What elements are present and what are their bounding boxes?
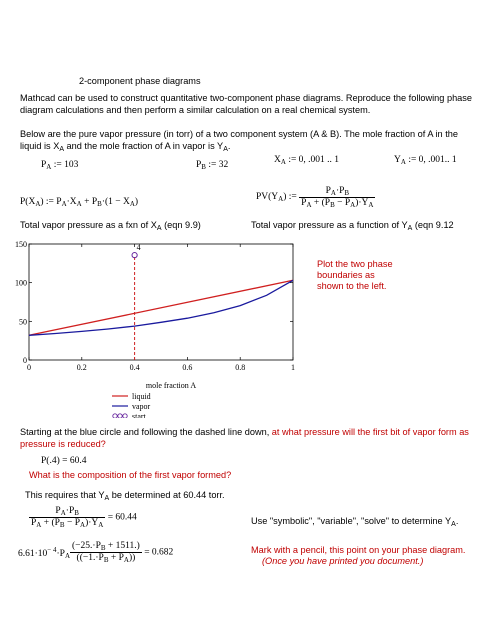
x-tick-label: 1 <box>291 363 295 372</box>
question-composition: What is the composition of the first vapor formed? <box>29 470 232 480</box>
def-ya-range: $Y_A$ := 0, .001.. 1 <box>394 155 457 166</box>
phase-diagram-chart <box>0 238 310 418</box>
def-pa: $P_A$ := 103 <box>41 160 79 171</box>
caption-left: Total vapor pressure as a fxn of $X_A$ (eqn 9.9) <box>20 220 201 232</box>
y-tick-label: 100 <box>15 278 27 288</box>
x-tick-label: 0.4 <box>129 363 140 372</box>
plot-frame <box>29 244 293 360</box>
y-tick-label: 0 <box>23 356 27 365</box>
intro-text: Mathcad can be used to construct quantitative two-component phase diagrams. Reproduce the following phase diagram calculations and then perform a similar calculation on a real chemical system. <box>20 93 472 115</box>
marker-label: 4 <box>136 243 141 253</box>
mark-text-2: (Once you have printed you document.) <box>262 556 424 566</box>
legend-label-liquid: liquid <box>132 392 151 401</box>
eq-solve-pv: $\frac{P_A\cdot P_B}{P_A + (P_B - P_A)\cdot Y_A}$ = 60.44 <box>31 506 137 529</box>
def-xa-range: $X_A$ := 0, .001 .. 1 <box>274 155 340 166</box>
legend-swatch-start <box>118 414 122 418</box>
starting-text: Starting at the blue circle and following the dashed line down, at what pressure will the first bit of vapor form as pressure is reduced? <box>20 427 469 449</box>
x-tick-label: 0 <box>27 363 31 372</box>
legend-swatch-start <box>123 414 127 418</box>
y-tick-label: 50 <box>19 317 27 327</box>
page-title: 2-component phase diagrams <box>79 76 201 86</box>
caption-right: Total vapor pressure as a function of $Y_A$ (eqn 9.12 <box>251 220 454 232</box>
eq-px: $P(X_A)$ := $P_A\cdot X_A + P_B\cdot(1 - X_A)$ <box>20 197 139 208</box>
legend-label-vapor: vapor <box>132 402 151 411</box>
use-symbolic-text: Use "symbolic", "variable", "solve" to determine $Y_A$. <box>251 516 459 528</box>
x-axis-label: mole fraction A <box>145 381 197 390</box>
liquid-line <box>29 280 293 335</box>
legend-swatch-start <box>113 414 117 418</box>
mark-text-1: Mark with a pencil, this point on your phase diagram. <box>251 545 466 555</box>
def-pb: $P_B$ := 32 <box>196 160 229 171</box>
y-tick-label: 150 <box>15 240 27 249</box>
start-point-marker <box>132 253 137 258</box>
p-at-point4: P(.4) = 60.4 <box>41 456 87 466</box>
eq-ya-result: $6.61\cdot 10^{- 4}\cdot P_A$ $\frac{(-25.\cdot P_B + 1511.)}{((-1.\cdot P_B + P_A))}$ = 0.682 <box>18 541 174 564</box>
legend-label-start: start <box>132 412 146 418</box>
x-tick-label: 0.2 <box>76 363 87 372</box>
x-tick-label: 0.8 <box>235 363 246 372</box>
eq-pv: $PV(Y_A)$ := $\frac{P_A\cdot P_B}{P_A + (P_B - P_A)\cdot Y_A}$ <box>256 186 374 209</box>
requires-text: This requires that $Y_A$ be determined at 60.44 torr. <box>25 490 225 502</box>
plot-note: Plot the two phase boundaries as shown to the left. <box>317 259 393 291</box>
x-tick-label: 0.6 <box>182 363 193 372</box>
below-text: Below are the pure vapor pressure (in torr) of a two component system (A & B). The mole fraction of A in the liquid is $X_A$ and the mole fraction of A in vapor is $Y_A$. <box>20 129 458 153</box>
